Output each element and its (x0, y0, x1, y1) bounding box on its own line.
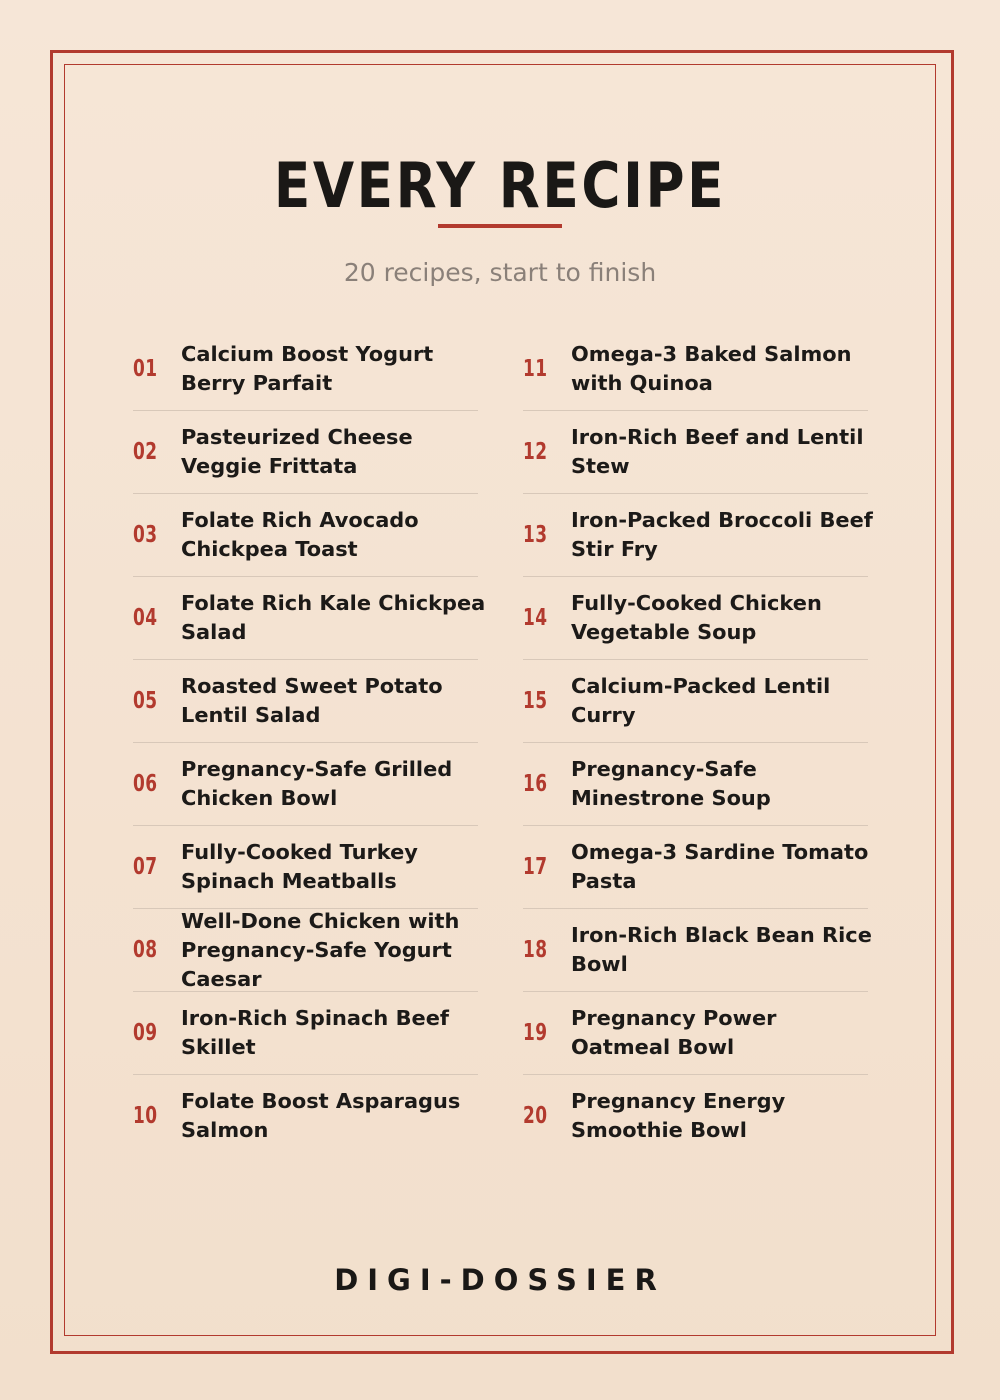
recipe-name-text: Folate Rich Avocado Chickpea Toast (181, 508, 419, 561)
recipe-name (571, 743, 871, 825)
recipe-name (571, 577, 871, 659)
recipe-item[interactable] (523, 1074, 868, 1157)
recipe-number: 19 (523, 1020, 548, 1046)
recipe-item[interactable] (133, 742, 478, 825)
recipe-item[interactable] (133, 908, 478, 991)
recipe-list-left (133, 327, 486, 1157)
recipe-name (571, 411, 871, 493)
page-title: EVERY RECIPE (273, 149, 727, 222)
recipe-item[interactable] (133, 576, 486, 659)
recipe-name (181, 992, 481, 1074)
recipe-number: 09 (133, 1020, 158, 1046)
recipe-name-text: Folate Boost Asparagus Salmon (181, 1089, 461, 1142)
recipe-item[interactable] (523, 908, 872, 991)
recipe-name (571, 494, 871, 576)
recipe-item[interactable] (523, 991, 868, 1074)
recipe-item[interactable] (133, 327, 478, 410)
recipe-name-text: Folate Rich Kale Chickpea Salad (181, 591, 486, 644)
recipe-number: 08 (133, 937, 158, 963)
recipe-item[interactable] (523, 659, 868, 742)
recipe-name (181, 494, 481, 576)
recipe-number: 07 (133, 854, 158, 880)
recipe-number: 01 (133, 356, 158, 382)
recipe-name-text: Pregnancy-Safe Minestrone Soup (571, 757, 771, 810)
recipe-number: 16 (523, 771, 548, 797)
recipe-name-text: Pregnancy Power Oatmeal Bowl (571, 1006, 777, 1059)
recipe-name-text: Iron-Rich Beef and Lentil Stew (571, 425, 864, 478)
recipe-name-text: Omega-3 Sardine Tomato Pasta (571, 840, 869, 893)
recipe-number: 02 (133, 439, 158, 465)
recipe-item[interactable] (523, 327, 868, 410)
recipe-item[interactable] (133, 493, 478, 576)
recipe-name-text: Omega-3 Baked Salmon with Quinoa (571, 342, 852, 395)
recipe-name (571, 328, 871, 410)
brand-footer: DIGI-DOSSIER (334, 1263, 666, 1297)
recipe-number: 18 (523, 937, 548, 963)
recipe-item[interactable] (133, 410, 478, 493)
recipe-item[interactable] (523, 576, 868, 659)
recipe-item[interactable] (133, 825, 478, 908)
recipe-name-text: Well-Done Chicken with Pregnancy-Safe Yogurt Caesar (181, 908, 460, 991)
recipe-number: 14 (523, 605, 548, 631)
recipe-number: 04 (133, 605, 158, 631)
recipe-item[interactable] (523, 493, 873, 576)
recipe-name (181, 826, 481, 908)
recipe-number: 13 (523, 522, 548, 548)
page-subtitle: 20 recipes, start to finish (343, 258, 657, 287)
recipe-name (181, 328, 481, 410)
recipe-item[interactable] (133, 1074, 478, 1157)
recipe-item[interactable] (523, 410, 868, 493)
recipe-name (181, 909, 481, 991)
title-underline (438, 224, 562, 228)
recipe-name (571, 1075, 871, 1157)
recipe-name (571, 909, 871, 991)
recipe-name (181, 1075, 481, 1157)
recipe-name-text: Pasteurized Cheese Veggie Frittata (181, 425, 413, 478)
recipe-item[interactable] (523, 825, 868, 908)
recipe-number: 15 (523, 688, 548, 714)
recipe-number: 12 (523, 439, 548, 465)
recipe-name (571, 826, 871, 908)
recipe-name-text: Iron-Rich Black Bean Rice Bowl (571, 923, 872, 976)
recipe-name-text: Calcium Boost Yogurt Berry Parfait (181, 342, 434, 395)
recipe-name-text: Pregnancy Energy Smoothie Bowl (571, 1089, 786, 1142)
recipe-number: 10 (133, 1103, 158, 1129)
recipe-name (181, 743, 481, 825)
recipe-item[interactable] (523, 742, 868, 825)
recipe-number: 11 (523, 356, 548, 382)
recipe-name (571, 992, 871, 1074)
recipe-item[interactable] (133, 991, 478, 1074)
recipe-name-text: Pregnancy-Safe Grilled Chicken Bowl (181, 757, 453, 810)
recipe-name (181, 660, 481, 742)
recipe-name-text: Calcium-Packed Lentil Curry (571, 674, 831, 727)
recipe-number: 06 (133, 771, 158, 797)
recipe-name-text: Fully-Cooked Chicken Vegetable Soup (571, 591, 822, 644)
recipe-name (181, 577, 486, 659)
recipe-name-text: Iron-Packed Broccoli Beef Stir Fry (571, 508, 873, 561)
recipe-name-text: Roasted Sweet Potato Lentil Salad (181, 674, 443, 727)
recipe-name (571, 660, 871, 742)
recipe-number: 05 (133, 688, 158, 714)
recipe-name-text: Fully-Cooked Turkey Spinach Meatballs (181, 840, 418, 893)
recipe-item[interactable] (133, 659, 478, 742)
recipe-list-right (523, 327, 873, 1157)
recipe-number: 20 (523, 1103, 548, 1129)
recipe-number: 17 (523, 854, 548, 880)
recipe-name-text: Iron-Rich Spinach Beef Skillet (181, 1006, 450, 1059)
recipe-name (181, 411, 481, 493)
recipe-number: 03 (133, 522, 158, 548)
